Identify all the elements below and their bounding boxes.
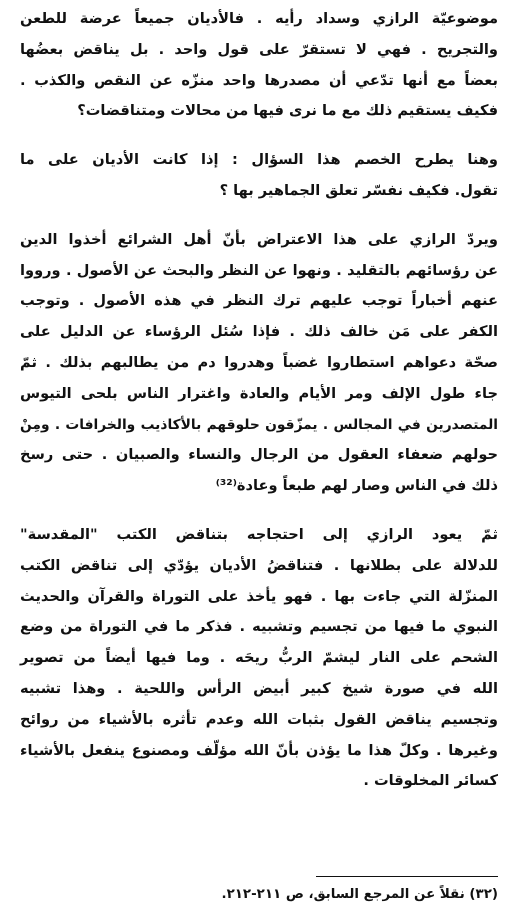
text-line: النبوي ما فيها من تجسيم وتشبيه . فذكر ما في التوراة من وضع bbox=[20, 618, 498, 636]
text-line: ثمّ يعود الرازي إلى احتجاجه بتناقض الكتب "المقدسة" bbox=[20, 525, 498, 543]
text-line: ذلك في الناس وصار لهم طبعاً وعادة⁽³²⁾ bbox=[215, 477, 498, 495]
text-line: بعضاً مع أنها تدّعي أن مصدرها واحد منزّه عن النقص والكذب . bbox=[20, 71, 498, 89]
text-line: المنزّلة التي جاءت بها . فهو يأخذ على التوراة والقرآن والحديث bbox=[20, 587, 498, 605]
paragraph-spacer bbox=[20, 207, 498, 225]
text-line: جاء طول الإلف ومر الأيام والعادة واغترار الناس بلحى التيوس bbox=[20, 384, 498, 402]
text-line: وتجسيم يناقض القول بثبات الله وعدم تأثره بالأشياء من روائح bbox=[20, 710, 498, 728]
text-line: صحّة دعواهم استطاروا غضباً وهدروا دم من يطالبهم بذلك . ثمّ bbox=[20, 353, 498, 371]
text-line: الله في صورة شيخ كبير أبيض الرأس واللحية . وهذا تشبيه bbox=[20, 679, 498, 697]
paragraph-spacer bbox=[20, 127, 498, 145]
text-line: الشحم على النار ليشمّ الربُّ ريحَه . وما فيها أيضاً من تصوير bbox=[20, 649, 498, 667]
text-line: تقول. فكيف نفسّر تعلق الجماهير بها ؟ bbox=[219, 181, 498, 199]
paragraph-4 bbox=[20, 520, 498, 797]
paragraph-spacer bbox=[20, 502, 498, 520]
text-line: عنهم أخباراً توجب عليهم ترك النظر في هذه الأصول . وتوجب bbox=[20, 292, 498, 310]
paragraph-1 bbox=[20, 4, 498, 127]
text-line: ويردّ الرازي على هذا الاعتراض بأنّ أهل الشرائع أخذوا الدين bbox=[20, 230, 498, 248]
text-line: فكيف يستقيم ذلك مع ما نرى فيها من محالات ومتناقضات؟ bbox=[77, 102, 498, 120]
footnote: (٣٢) نقلاً عن المرجع السابق، ص ٢١١-٢١٢. bbox=[221, 887, 498, 902]
text-line: الكفر على مَن خالف ذلك . فإذا سُئل الرؤساء عن الدليل على bbox=[20, 323, 498, 341]
text-line: وهنا يطرح الخصم هذا السؤال : إذا كانت الأديان على ما bbox=[20, 151, 498, 169]
text-line: عن رؤسائهم بالتقليد . ونهوا عن النظر والبحث عن الأصول . ورووا bbox=[20, 261, 498, 279]
text-line: حولهم ضعفاء العقول من الرجال والنساء والصبيان . حتى رسخ bbox=[20, 446, 498, 464]
text-line: وغيرها . وكلّ هذا ما يؤذن بأنّ الله مؤلّف ومصنوع ينفعل بالأشياء bbox=[20, 741, 498, 759]
paragraph-3 bbox=[20, 225, 498, 502]
text-line: المتصدرين في المجالس . يمزّقون حلوقهم بالأكاذيب والخرافات . ومِنْ bbox=[20, 416, 498, 433]
text-line: والتجريح . فهي لا تستقرّ على قول واحد . بل يناقض بعضُها bbox=[20, 40, 498, 58]
text-line: موضوعيّة الرازي وسداد رأيه . فالأديان جميعاً عرضة للطعن bbox=[20, 10, 498, 27]
text-line: كسائر المخلوقات . bbox=[363, 772, 498, 790]
footnote-divider bbox=[316, 876, 498, 877]
text-line: للدلالة على بطلانها . فتناقضُ الأديان يؤدّي إلى تناقض الكتب bbox=[20, 556, 498, 574]
document-body bbox=[20, 4, 498, 797]
paragraph-2 bbox=[20, 145, 498, 207]
